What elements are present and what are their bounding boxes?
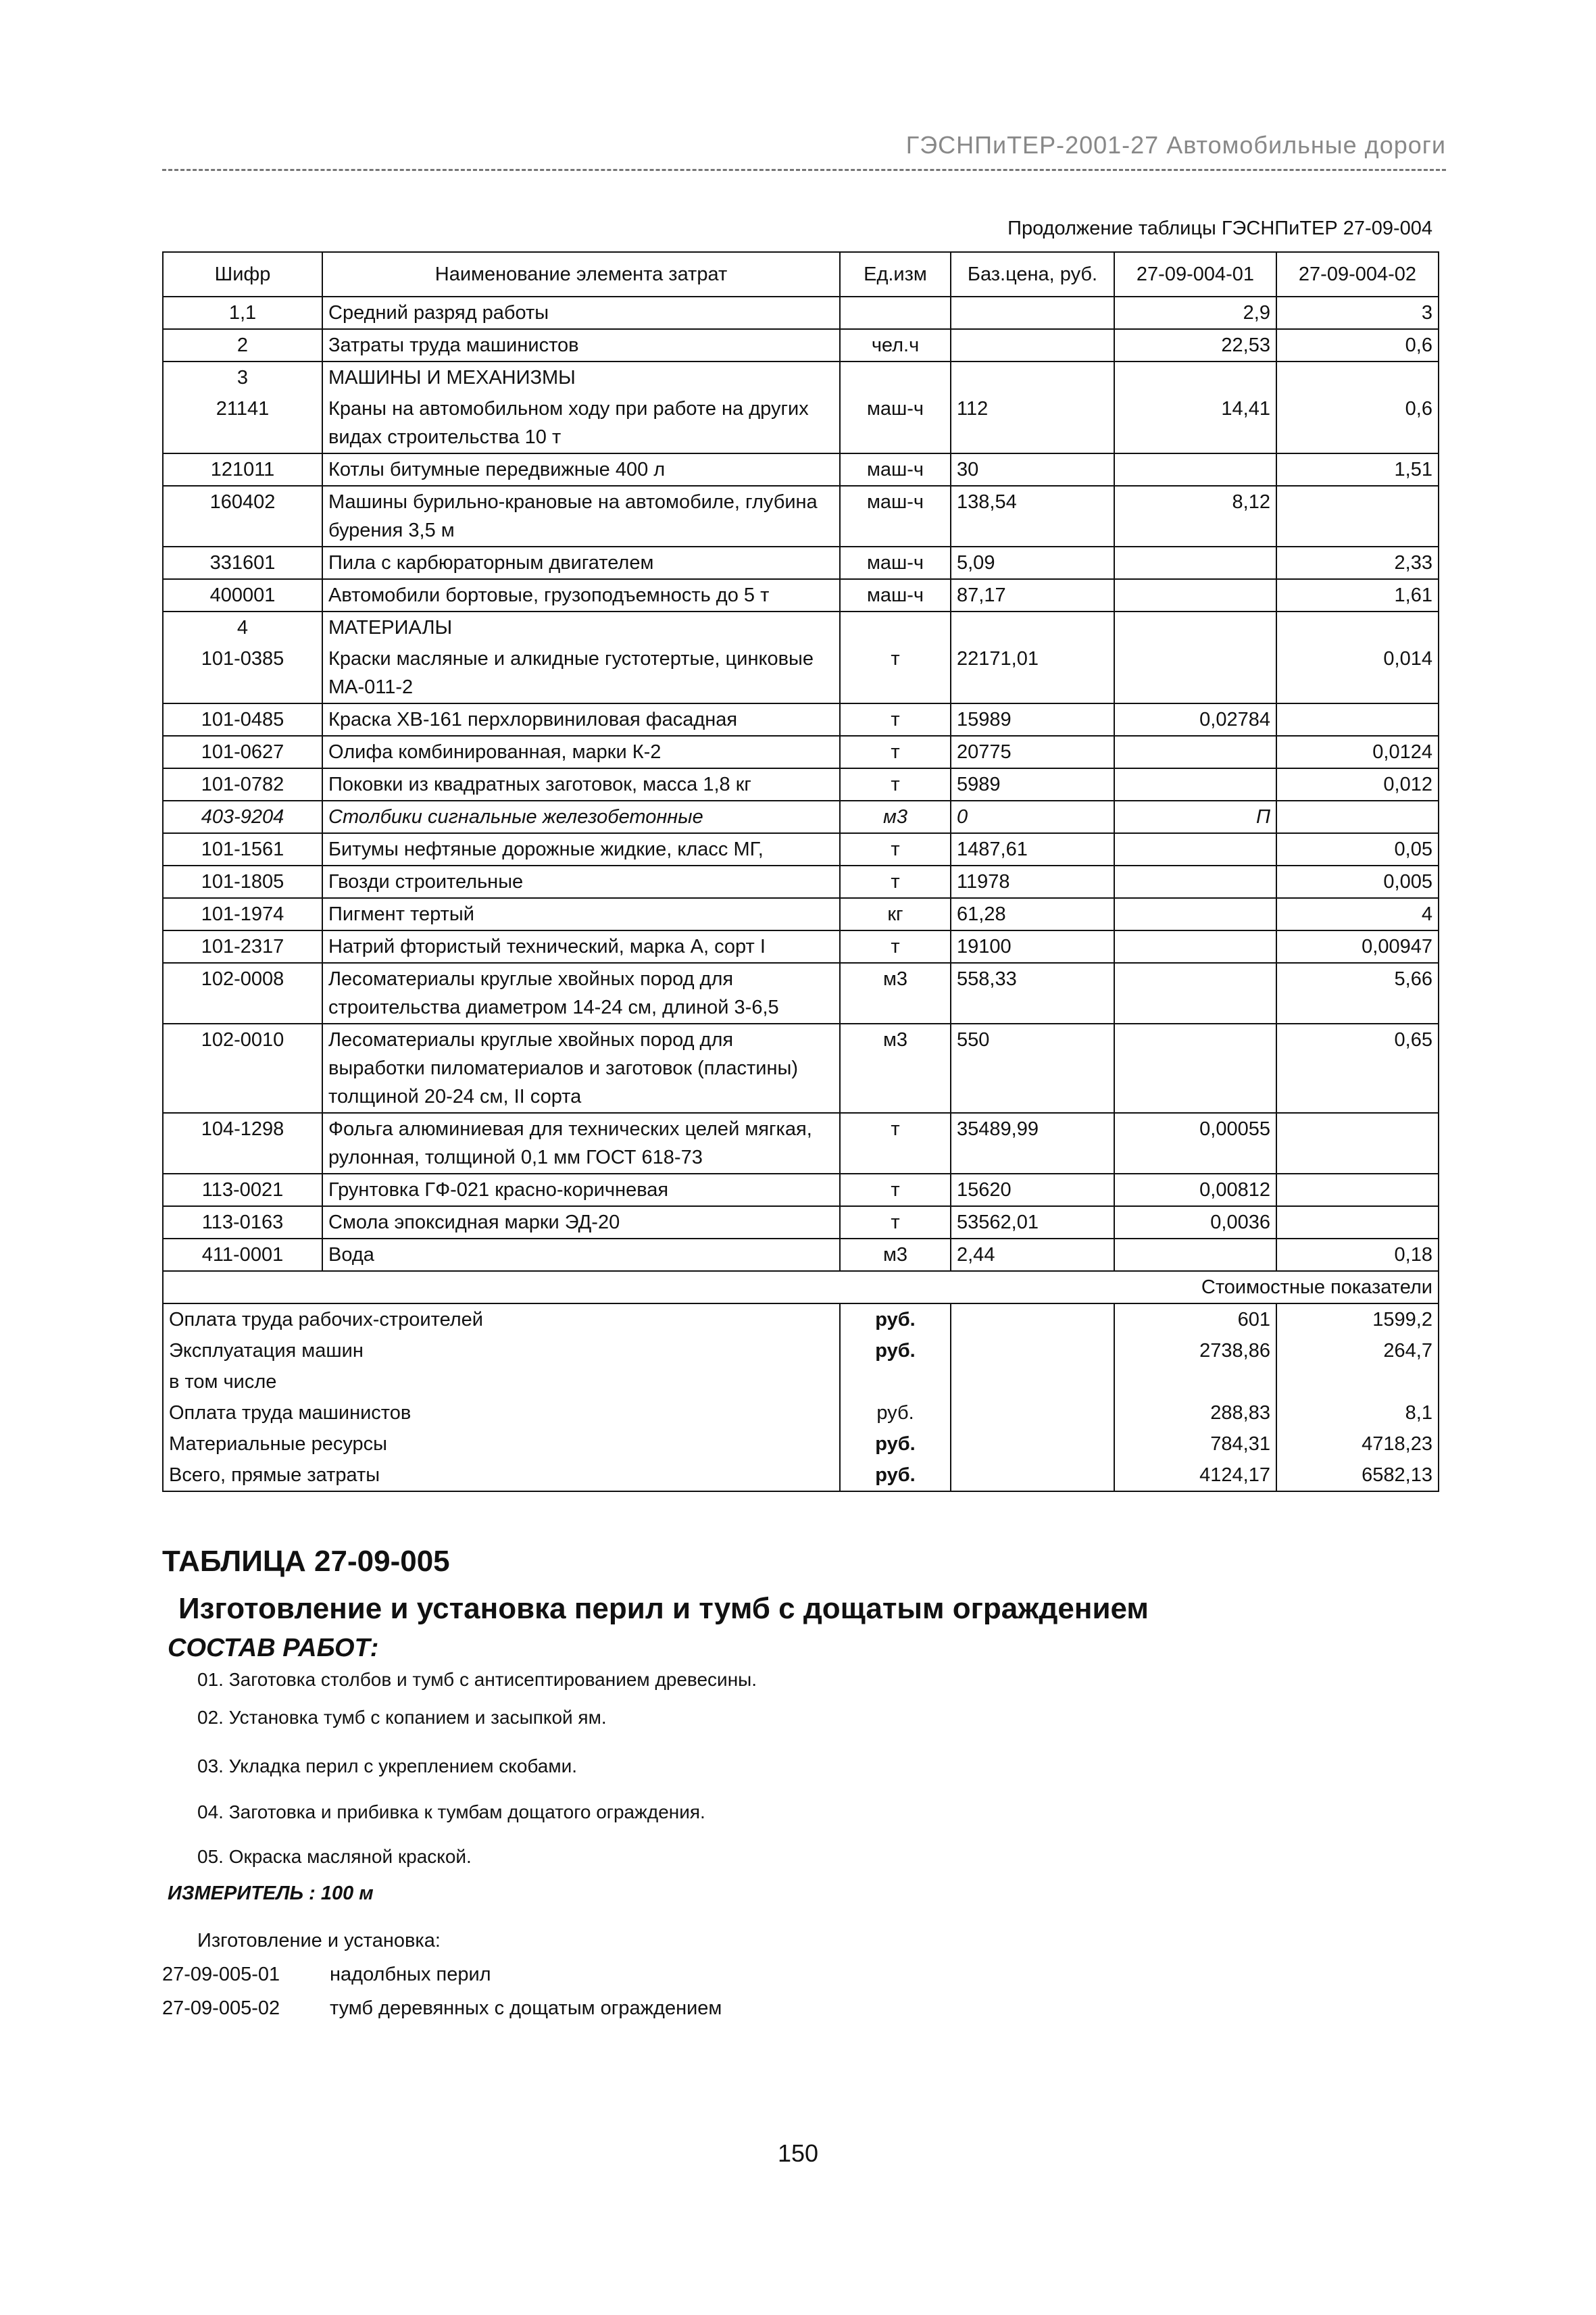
summary-value-2: 6582,13 (1276, 1460, 1439, 1491)
summary-value-1: 601 (1114, 1303, 1276, 1335)
summary-label: Оплата труда рабочих-строителей (163, 1303, 840, 1335)
row-code: 1,1 (163, 297, 322, 329)
table-row (163, 833, 1439, 866)
column-header-variant-2: 27-09-004-02 (1276, 252, 1439, 297)
row-name: Автомобили бортовые, грузоподъемность до 5 т (322, 579, 840, 612)
cost-caption: Стоимостные показатели (163, 1271, 1439, 1303)
running-header: ГЭСНПиТЕР-2001-27 Автомобильные дороги (905, 131, 1446, 159)
variant-name: надолбных перил (330, 1964, 491, 1985)
row-unit (840, 297, 951, 329)
row-code: 102-0008 (163, 963, 322, 1024)
table-row (163, 393, 1439, 453)
row-unit: маш-ч (840, 547, 951, 579)
row-value-1: 0,02784 (1114, 703, 1276, 736)
row-value-1 (1114, 453, 1276, 486)
row-price: 1487,61 (951, 833, 1114, 866)
row-name: Смола эпоксидная марки ЭД-20 (322, 1206, 840, 1239)
row-unit: маш-ч (840, 393, 951, 453)
table-row (163, 453, 1439, 486)
row-value-1 (1114, 833, 1276, 866)
table-row (163, 1024, 1439, 1113)
row-value-1 (1114, 579, 1276, 612)
row-name: Битумы нефтяные дорожные жидкие, класс МГ, (322, 833, 840, 866)
row-price: 53562,01 (951, 1206, 1114, 1239)
row-price: 87,17 (951, 579, 1114, 612)
row-value-2: 0,0124 (1276, 736, 1439, 768)
row-code: 331601 (163, 547, 322, 579)
row-code: 121011 (163, 453, 322, 486)
variants-title: Изготовление и установка: (197, 1930, 441, 1951)
summary-value-1: 4124,17 (1114, 1460, 1276, 1491)
row-unit: чел.ч (840, 329, 951, 362)
section-code: 3 (163, 362, 322, 393)
column-header-name: Наименование элемента затрат (322, 252, 840, 297)
row-price: 20775 (951, 736, 1114, 768)
row-code: 113-0021 (163, 1174, 322, 1206)
summary-value-2: 1599,2 (1276, 1303, 1439, 1335)
row-value-2: 0,6 (1276, 329, 1439, 362)
row-unit: маш-ч (840, 486, 951, 547)
row-code: 101-2317 (163, 930, 322, 963)
row-value-1 (1114, 736, 1276, 768)
row-value-1 (1114, 1024, 1276, 1113)
summary-row (163, 1460, 1439, 1491)
row-value-2 (1276, 703, 1439, 736)
row-price: 2,44 (951, 1239, 1114, 1271)
row-price: 35489,99 (951, 1113, 1114, 1174)
row-value-2: 3 (1276, 297, 1439, 329)
summary-unit: руб. (840, 1460, 951, 1491)
row-price: 558,33 (951, 963, 1114, 1024)
summary-unit: руб. (840, 1335, 951, 1366)
summary-value-1: 288,83 (1114, 1397, 1276, 1428)
row-unit: м3 (840, 1024, 951, 1113)
work-item: 04. Заготовка и прибивка к тумбам дощатого ограждения. (197, 1801, 705, 1822)
summary-value-2: 264,7 (1276, 1335, 1439, 1366)
row-value-1 (1114, 768, 1276, 801)
table-row (163, 898, 1439, 930)
summary-value-1 (1114, 1366, 1276, 1397)
variant-code: 27-09-005-02 (162, 1997, 280, 2019)
row-value-2 (1276, 486, 1439, 547)
row-code: 21141 (163, 393, 322, 453)
row-unit: маш-ч (840, 453, 951, 486)
row-code: 411-0001 (163, 1239, 322, 1271)
row-value-2: 0,005 (1276, 866, 1439, 898)
section-row-machines (163, 362, 1439, 393)
row-price: 5989 (951, 768, 1114, 801)
row-value-2: 0,65 (1276, 1024, 1439, 1113)
row-unit: м3 (840, 1239, 951, 1271)
summary-label: Материальные ресурсы (163, 1428, 840, 1460)
section-code: 4 (163, 612, 322, 643)
summary-unit (840, 1366, 951, 1397)
row-code: 113-0163 (163, 1206, 322, 1239)
row-value-2 (1276, 1174, 1439, 1206)
row-value-1: 0,00812 (1114, 1174, 1276, 1206)
row-unit: т (840, 1113, 951, 1174)
row-value-1 (1114, 1239, 1276, 1271)
variant-code: 27-09-005-01 (162, 1964, 280, 1985)
row-price: 550 (951, 1024, 1114, 1113)
section-row-materials (163, 612, 1439, 643)
row-price: 30 (951, 453, 1114, 486)
row-value-2: 4 (1276, 898, 1439, 930)
row-code: 101-1974 (163, 898, 322, 930)
summary-label: Эксплуатация машин (163, 1335, 840, 1366)
row-price: 112 (951, 393, 1114, 453)
row-name: Гвозди строительные (322, 866, 840, 898)
row-value-2: 0,014 (1276, 643, 1439, 703)
summary-value-2: 8,1 (1276, 1397, 1439, 1428)
summary-value-2: 4718,23 (1276, 1428, 1439, 1460)
table-row (163, 768, 1439, 801)
table-row (163, 579, 1439, 612)
summary-unit: руб. (840, 1303, 951, 1335)
row-name: Затраты труда машинистов (322, 329, 840, 362)
row-code: 160402 (163, 486, 322, 547)
row-code: 101-1805 (163, 866, 322, 898)
row-value-2: 0,6 (1276, 393, 1439, 453)
row-unit: м3 (840, 801, 951, 833)
row-name: Краски масляные и алкидные густотертые, цинковые МА-011-2 (322, 643, 840, 703)
summary-value-2 (1276, 1366, 1439, 1397)
row-code: 102-0010 (163, 1024, 322, 1113)
row-price: 15620 (951, 1174, 1114, 1206)
row-unit: т (840, 736, 951, 768)
measurement-unit: ИЗМЕРИТЕЛЬ : 100 м (168, 1883, 374, 1904)
row-name: Машины бурильно-крановые на автомобиле, глубина бурения 3,5 м (322, 486, 840, 547)
row-value-2 (1276, 1113, 1439, 1174)
row-name: Вода (322, 1239, 840, 1271)
row-value-1 (1114, 898, 1276, 930)
row-value-1: 0,0036 (1114, 1206, 1276, 1239)
summary-value-1: 2738,86 (1114, 1335, 1276, 1366)
row-code: 101-1561 (163, 833, 322, 866)
row-value-2: 1,51 (1276, 453, 1439, 486)
row-unit: т (840, 643, 951, 703)
row-price: 11978 (951, 866, 1114, 898)
summary-row (163, 1303, 1439, 1335)
row-name: Олифа комбинированная, марки К-2 (322, 736, 840, 768)
row-code: 403-9204 (163, 801, 322, 833)
table-continuation-caption: Продолжение таблицы ГЭСНПиТЕР 27-09-004 (1007, 218, 1432, 239)
summary-label: Оплата труда машинистов (163, 1397, 840, 1428)
row-name: Пигмент тертый (322, 898, 840, 930)
row-value-2 (1276, 801, 1439, 833)
row-code: 101-0782 (163, 768, 322, 801)
section-title: МАТЕРИАЛЫ (322, 612, 840, 643)
row-value-2: 0,05 (1276, 833, 1439, 866)
column-header-unit: Ед.изм (840, 252, 951, 297)
row-price: 5,09 (951, 547, 1114, 579)
row-price: 22171,01 (951, 643, 1114, 703)
row-price: 19100 (951, 930, 1114, 963)
row-unit: т (840, 1174, 951, 1206)
row-value-1: П (1114, 801, 1276, 833)
row-unit: т (840, 866, 951, 898)
row-unit: т (840, 703, 951, 736)
row-unit: т (840, 768, 951, 801)
section-subtitle: Изготовление и установка перил и тумб с дощатым ограждением (178, 1592, 1149, 1625)
table-row (163, 1113, 1439, 1174)
row-value-2: 0,00947 (1276, 930, 1439, 963)
header-rule (162, 169, 1446, 171)
row-value-2: 2,33 (1276, 547, 1439, 579)
summary-label: в том числе (163, 1366, 840, 1397)
row-name: Натрий фтористый технический, марка А, сорт I (322, 930, 840, 963)
table-row (163, 329, 1439, 362)
work-item: 05. Окраска масляной краской. (197, 1846, 472, 1867)
row-value-1: 8,12 (1114, 486, 1276, 547)
table-row (163, 736, 1439, 768)
row-name: Лесоматериалы круглые хвойных пород для выработки пиломатериалов и заготовок (пластины) толщиной 20-24 см, II сорта (322, 1024, 840, 1113)
summary-unit: руб. (840, 1428, 951, 1460)
summary-value-1: 784,31 (1114, 1428, 1276, 1460)
row-code: 400001 (163, 579, 322, 612)
section-title: ТАБЛИЦА 27-09-005 (162, 1545, 450, 1578)
table-row (163, 930, 1439, 963)
row-name: Краска ХВ-161 перхлорвиниловая фасадная (322, 703, 840, 736)
composition-heading: СОСТАВ РАБОТ: (168, 1634, 379, 1662)
row-unit: кг (840, 898, 951, 930)
row-value-1: 14,41 (1114, 393, 1276, 453)
summary-row (163, 1397, 1439, 1428)
row-code: 2 (163, 329, 322, 362)
table-header-row (163, 252, 1439, 297)
row-unit: м3 (840, 963, 951, 1024)
work-item: 03. Укладка перил с укреплением скобами. (197, 1756, 578, 1776)
summary-row (163, 1366, 1439, 1397)
table-row (163, 866, 1439, 898)
row-value-1 (1114, 930, 1276, 963)
row-unit: маш-ч (840, 579, 951, 612)
table-row (163, 1239, 1439, 1271)
row-unit: т (840, 833, 951, 866)
cost-caption-row (163, 1271, 1439, 1303)
table-row (163, 547, 1439, 579)
row-name: Краны на автомобильном ходу при работе на других видах строительства 10 т (322, 393, 840, 453)
row-price (951, 297, 1114, 329)
row-price (951, 329, 1114, 362)
row-name: Котлы битумные передвижные 400 л (322, 453, 840, 486)
row-code: 101-0485 (163, 703, 322, 736)
row-value-2 (1276, 1206, 1439, 1239)
summary-label: Всего, прямые затраты (163, 1460, 840, 1491)
row-unit: т (840, 1206, 951, 1239)
work-item: 01. Заготовка столбов и тумб с антисептированием древесины. (197, 1669, 757, 1690)
row-value-1: 22,53 (1114, 329, 1276, 362)
table-row (163, 801, 1439, 833)
row-code: 101-0385 (163, 643, 322, 703)
row-unit: т (840, 930, 951, 963)
row-value-2: 0,012 (1276, 768, 1439, 801)
summary-row (163, 1428, 1439, 1460)
column-header-variant-1: 27-09-004-01 (1114, 252, 1276, 297)
row-name: Лесоматериалы круглые хвойных пород для строительства диаметром 14-24 см, длиной 3-6,5 (322, 963, 840, 1024)
row-value-1 (1114, 547, 1276, 579)
table-row (163, 486, 1439, 547)
section-title: МАШИНЫ И МЕХАНИЗМЫ (322, 362, 840, 393)
summary-unit: руб. (840, 1397, 951, 1428)
summary-row (163, 1335, 1439, 1366)
table-row (163, 1174, 1439, 1206)
row-value-1 (1114, 963, 1276, 1024)
column-header-code: Шифр (163, 252, 322, 297)
resource-table (162, 251, 1439, 1492)
table-row (163, 963, 1439, 1024)
table-row (163, 1206, 1439, 1239)
table-row (163, 643, 1439, 703)
table-row (163, 703, 1439, 736)
row-value-1 (1114, 643, 1276, 703)
row-name: Грунтовка ГФ-021 красно-коричневая (322, 1174, 840, 1206)
row-code: 104-1298 (163, 1113, 322, 1174)
row-name: Пила с карбюраторным двигателем (322, 547, 840, 579)
table-row (163, 297, 1439, 329)
row-value-2: 5,66 (1276, 963, 1439, 1024)
row-price: 61,28 (951, 898, 1114, 930)
row-name: Средний разряд работы (322, 297, 840, 329)
row-value-1: 0,00055 (1114, 1113, 1276, 1174)
row-name: Поковки из квадратных заготовок, масса 1,8 кг (322, 768, 840, 801)
row-name: Фольга алюминиевая для технических целей мягкая, рулонная, толщиной 0,1 мм ГОСТ 618-73 (322, 1113, 840, 1174)
row-value-2: 1,61 (1276, 579, 1439, 612)
row-name: Столбики сигнальные железобетонные (322, 801, 840, 833)
row-price: 15989 (951, 703, 1114, 736)
variant-name: тумб деревянных с дощатым ограждением (330, 1997, 722, 2019)
row-value-1 (1114, 866, 1276, 898)
work-item: 02. Установка тумб с копанием и засыпкой ям. (197, 1707, 607, 1728)
column-header-price: Баз.цена, руб. (951, 252, 1114, 297)
row-value-2: 0,18 (1276, 1239, 1439, 1271)
row-price: 0 (951, 801, 1114, 833)
row-value-1: 2,9 (1114, 297, 1276, 329)
row-price: 138,54 (951, 486, 1114, 547)
page-number: 150 (777, 2139, 819, 2167)
row-code: 101-0627 (163, 736, 322, 768)
